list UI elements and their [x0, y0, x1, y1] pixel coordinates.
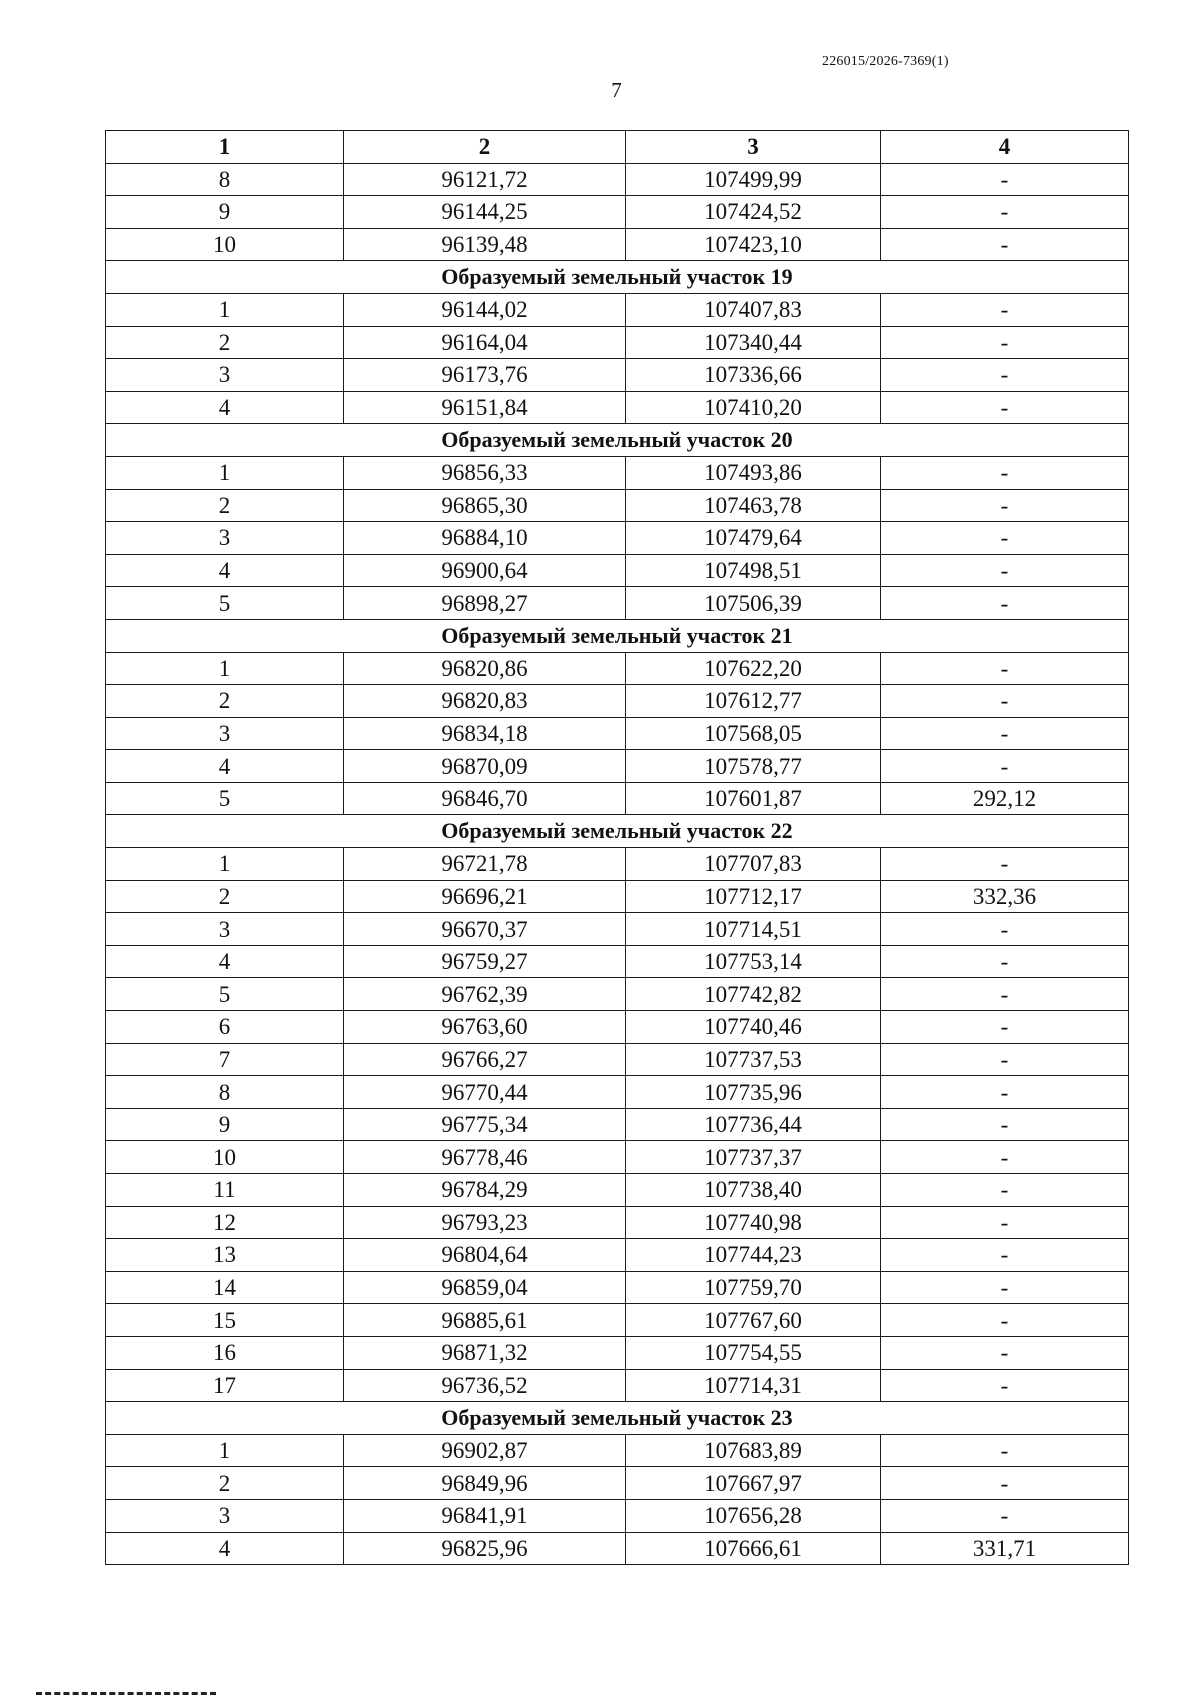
distance-cell: -	[881, 652, 1129, 685]
point-number-cell: 1	[106, 293, 344, 326]
y-coordinate-cell: 107666,61	[626, 1532, 881, 1565]
column-header-3: 3	[626, 131, 881, 164]
table-row	[106, 1434, 1129, 1467]
distance-cell: -	[881, 1076, 1129, 1109]
y-coordinate-cell: 107753,14	[626, 945, 881, 978]
y-coordinate-cell: 107742,82	[626, 978, 881, 1011]
distance-cell: 331,71	[881, 1532, 1129, 1565]
y-coordinate-cell: 107683,89	[626, 1434, 881, 1467]
distance-cell: -	[881, 1467, 1129, 1500]
point-number-cell: 6	[106, 1011, 344, 1044]
distance-cell: -	[881, 717, 1129, 750]
distance-cell: -	[881, 1369, 1129, 1402]
x-coordinate-cell: 96825,96	[344, 1532, 626, 1565]
x-coordinate-cell: 96736,52	[344, 1369, 626, 1402]
table-row	[106, 228, 1129, 261]
point-number-cell: 14	[106, 1271, 344, 1304]
x-coordinate-cell: 96820,83	[344, 685, 626, 718]
section-title: Образуемый земельный участок 19	[106, 261, 1129, 294]
distance-cell: -	[881, 456, 1129, 489]
point-number-cell: 3	[106, 717, 344, 750]
table-row	[106, 1141, 1129, 1174]
table-row	[106, 1304, 1129, 1337]
table-row	[106, 880, 1129, 913]
section-title: Образуемый земельный участок 21	[106, 619, 1129, 652]
distance-cell: -	[881, 1108, 1129, 1141]
distance-cell: 332,36	[881, 880, 1129, 913]
point-number-cell: 17	[106, 1369, 344, 1402]
table-row	[106, 1011, 1129, 1044]
y-coordinate-cell: 107667,97	[626, 1467, 881, 1500]
x-coordinate-cell: 96884,10	[344, 522, 626, 555]
section-title-row	[106, 424, 1129, 457]
distance-cell: -	[881, 293, 1129, 326]
point-number-cell: 2	[106, 489, 344, 522]
point-number-cell: 9	[106, 1108, 344, 1141]
x-coordinate-cell: 96846,70	[344, 782, 626, 815]
table-row	[106, 587, 1129, 620]
y-coordinate-cell: 107424,52	[626, 196, 881, 229]
point-number-cell: 9	[106, 196, 344, 229]
point-number-cell: 2	[106, 685, 344, 718]
coordinates-table	[105, 130, 1129, 1565]
page-number: 7	[611, 78, 622, 102]
x-coordinate-cell: 96144,25	[344, 196, 626, 229]
footer-mark	[36, 1692, 216, 1703]
point-number-cell: 5	[106, 587, 344, 620]
x-coordinate-cell: 96871,32	[344, 1336, 626, 1369]
point-number-cell: 3	[106, 1499, 344, 1532]
section-title-row	[106, 261, 1129, 294]
y-coordinate-cell: 107601,87	[626, 782, 881, 815]
table-row	[106, 848, 1129, 881]
x-coordinate-cell: 96770,44	[344, 1076, 626, 1109]
table-row	[106, 489, 1129, 522]
table-row	[106, 945, 1129, 978]
point-number-cell: 3	[106, 359, 344, 392]
point-number-cell: 5	[106, 782, 344, 815]
table-row	[106, 717, 1129, 750]
x-coordinate-cell: 96721,78	[344, 848, 626, 881]
x-coordinate-cell: 96139,48	[344, 228, 626, 261]
point-number-cell: 1	[106, 652, 344, 685]
table-row	[106, 1043, 1129, 1076]
x-coordinate-cell: 96870,09	[344, 750, 626, 783]
y-coordinate-cell: 107740,98	[626, 1206, 881, 1239]
x-coordinate-cell: 96696,21	[344, 880, 626, 913]
x-coordinate-cell: 96151,84	[344, 391, 626, 424]
y-coordinate-cell: 107493,86	[626, 456, 881, 489]
y-coordinate-cell: 107410,20	[626, 391, 881, 424]
point-number-cell: 2	[106, 880, 344, 913]
x-coordinate-cell: 96856,33	[344, 456, 626, 489]
x-coordinate-cell: 96865,30	[344, 489, 626, 522]
y-coordinate-cell: 107714,51	[626, 913, 881, 946]
table-row	[106, 1369, 1129, 1402]
section-title-row	[106, 619, 1129, 652]
x-coordinate-cell: 96804,64	[344, 1239, 626, 1272]
table-row	[106, 1532, 1129, 1565]
distance-cell: -	[881, 1174, 1129, 1207]
distance-cell: -	[881, 945, 1129, 978]
point-number-cell: 13	[106, 1239, 344, 1272]
distance-cell: -	[881, 489, 1129, 522]
x-coordinate-cell: 96778,46	[344, 1141, 626, 1174]
table-row	[106, 913, 1129, 946]
table-row	[106, 391, 1129, 424]
y-coordinate-cell: 107407,83	[626, 293, 881, 326]
column-header-1: 1	[106, 131, 344, 164]
point-number-cell: 1	[106, 848, 344, 881]
point-number-cell: 4	[106, 554, 344, 587]
table-row	[106, 782, 1129, 815]
section-title: Образуемый земельный участок 22	[106, 815, 1129, 848]
y-coordinate-cell: 107737,37	[626, 1141, 881, 1174]
x-coordinate-cell: 96885,61	[344, 1304, 626, 1337]
point-number-cell: 10	[106, 228, 344, 261]
distance-cell: -	[881, 750, 1129, 783]
table-row	[106, 1499, 1129, 1532]
distance-cell: -	[881, 196, 1129, 229]
table-row	[106, 163, 1129, 196]
x-coordinate-cell: 96763,60	[344, 1011, 626, 1044]
distance-cell: -	[881, 685, 1129, 718]
x-coordinate-cell: 96793,23	[344, 1206, 626, 1239]
x-coordinate-cell: 96670,37	[344, 913, 626, 946]
point-number-cell: 3	[106, 913, 344, 946]
y-coordinate-cell: 107423,10	[626, 228, 881, 261]
y-coordinate-cell: 107735,96	[626, 1076, 881, 1109]
document-id: 226015/2026-7369(1)	[822, 54, 949, 69]
x-coordinate-cell: 96859,04	[344, 1271, 626, 1304]
table-header	[106, 131, 1129, 164]
point-number-cell: 2	[106, 1467, 344, 1500]
table-row	[106, 1271, 1129, 1304]
point-number-cell: 8	[106, 163, 344, 196]
table-body	[106, 163, 1129, 1565]
section-title-row	[106, 1402, 1129, 1435]
y-coordinate-cell: 107336,66	[626, 359, 881, 392]
distance-cell: -	[881, 326, 1129, 359]
distance-cell: -	[881, 228, 1129, 261]
y-coordinate-cell: 107622,20	[626, 652, 881, 685]
table-row	[106, 196, 1129, 229]
y-coordinate-cell: 107656,28	[626, 1499, 881, 1532]
x-coordinate-cell: 96902,87	[344, 1434, 626, 1467]
column-header-2: 2	[344, 131, 626, 164]
point-number-cell: 1	[106, 456, 344, 489]
section-title: Образуемый земельный участок 20	[106, 424, 1129, 457]
x-coordinate-cell: 96849,96	[344, 1467, 626, 1500]
y-coordinate-cell: 107506,39	[626, 587, 881, 620]
y-coordinate-cell: 107463,78	[626, 489, 881, 522]
y-coordinate-cell: 107714,31	[626, 1369, 881, 1402]
y-coordinate-cell: 107740,46	[626, 1011, 881, 1044]
y-coordinate-cell: 107738,40	[626, 1174, 881, 1207]
table-row	[106, 293, 1129, 326]
y-coordinate-cell: 107499,99	[626, 163, 881, 196]
table-row	[106, 1467, 1129, 1500]
distance-cell: -	[881, 978, 1129, 1011]
distance-cell: -	[881, 1206, 1129, 1239]
x-coordinate-cell: 96121,72	[344, 163, 626, 196]
point-number-cell: 10	[106, 1141, 344, 1174]
y-coordinate-cell: 107767,60	[626, 1304, 881, 1337]
distance-cell: -	[881, 1011, 1129, 1044]
point-number-cell: 5	[106, 978, 344, 1011]
x-coordinate-cell: 96766,27	[344, 1043, 626, 1076]
y-coordinate-cell: 107759,70	[626, 1271, 881, 1304]
distance-cell: -	[881, 522, 1129, 555]
table-row	[106, 652, 1129, 685]
section-title: Образуемый земельный участок 23	[106, 1402, 1129, 1435]
table-row	[106, 522, 1129, 555]
x-coordinate-cell: 96144,02	[344, 293, 626, 326]
y-coordinate-cell: 107737,53	[626, 1043, 881, 1076]
distance-cell: -	[881, 1434, 1129, 1467]
x-coordinate-cell: 96759,27	[344, 945, 626, 978]
distance-cell: -	[881, 1336, 1129, 1369]
distance-cell: -	[881, 587, 1129, 620]
point-number-cell: 3	[106, 522, 344, 555]
table-row	[106, 750, 1129, 783]
y-coordinate-cell: 107340,44	[626, 326, 881, 359]
point-number-cell: 15	[106, 1304, 344, 1337]
point-number-cell: 16	[106, 1336, 344, 1369]
table-row	[106, 456, 1129, 489]
distance-cell: -	[881, 359, 1129, 392]
x-coordinate-cell: 96164,04	[344, 326, 626, 359]
distance-cell: -	[881, 1271, 1129, 1304]
point-number-cell: 12	[106, 1206, 344, 1239]
x-coordinate-cell: 96784,29	[344, 1174, 626, 1207]
table-row	[106, 1076, 1129, 1109]
x-coordinate-cell: 96775,34	[344, 1108, 626, 1141]
table-row	[106, 1174, 1129, 1207]
y-coordinate-cell: 107498,51	[626, 554, 881, 587]
x-coordinate-cell: 96898,27	[344, 587, 626, 620]
distance-cell: -	[881, 554, 1129, 587]
distance-cell: -	[881, 391, 1129, 424]
distance-cell: 292,12	[881, 782, 1129, 815]
y-coordinate-cell: 107736,44	[626, 1108, 881, 1141]
table-row	[106, 326, 1129, 359]
y-coordinate-cell: 107612,77	[626, 685, 881, 718]
distance-cell: -	[881, 1239, 1129, 1272]
distance-cell: -	[881, 1141, 1129, 1174]
y-coordinate-cell: 107744,23	[626, 1239, 881, 1272]
header-row	[106, 131, 1129, 164]
y-coordinate-cell: 107754,55	[626, 1336, 881, 1369]
y-coordinate-cell: 107479,64	[626, 522, 881, 555]
y-coordinate-cell: 107578,77	[626, 750, 881, 783]
point-number-cell: 4	[106, 391, 344, 424]
point-number-cell: 4	[106, 1532, 344, 1565]
column-header-4: 4	[881, 131, 1129, 164]
x-coordinate-cell: 96900,64	[344, 554, 626, 587]
point-number-cell: 7	[106, 1043, 344, 1076]
distance-cell: -	[881, 1043, 1129, 1076]
table-row	[106, 685, 1129, 718]
x-coordinate-cell: 96820,86	[344, 652, 626, 685]
distance-cell: -	[881, 913, 1129, 946]
y-coordinate-cell: 107568,05	[626, 717, 881, 750]
distance-cell: -	[881, 1499, 1129, 1532]
table-row	[106, 1108, 1129, 1141]
x-coordinate-cell: 96762,39	[344, 978, 626, 1011]
y-coordinate-cell: 107712,17	[626, 880, 881, 913]
point-number-cell: 11	[106, 1174, 344, 1207]
table-row	[106, 1206, 1129, 1239]
point-number-cell: 1	[106, 1434, 344, 1467]
x-coordinate-cell: 96173,76	[344, 359, 626, 392]
point-number-cell: 2	[106, 326, 344, 359]
y-coordinate-cell: 107707,83	[626, 848, 881, 881]
table-row	[106, 359, 1129, 392]
table-row	[106, 554, 1129, 587]
x-coordinate-cell: 96841,91	[344, 1499, 626, 1532]
distance-cell: -	[881, 163, 1129, 196]
point-number-cell: 4	[106, 750, 344, 783]
table-row	[106, 978, 1129, 1011]
distance-cell: -	[881, 848, 1129, 881]
table-row	[106, 1336, 1129, 1369]
x-coordinate-cell: 96834,18	[344, 717, 626, 750]
table-row	[106, 1239, 1129, 1272]
section-title-row	[106, 815, 1129, 848]
point-number-cell: 4	[106, 945, 344, 978]
distance-cell: -	[881, 1304, 1129, 1337]
point-number-cell: 8	[106, 1076, 344, 1109]
